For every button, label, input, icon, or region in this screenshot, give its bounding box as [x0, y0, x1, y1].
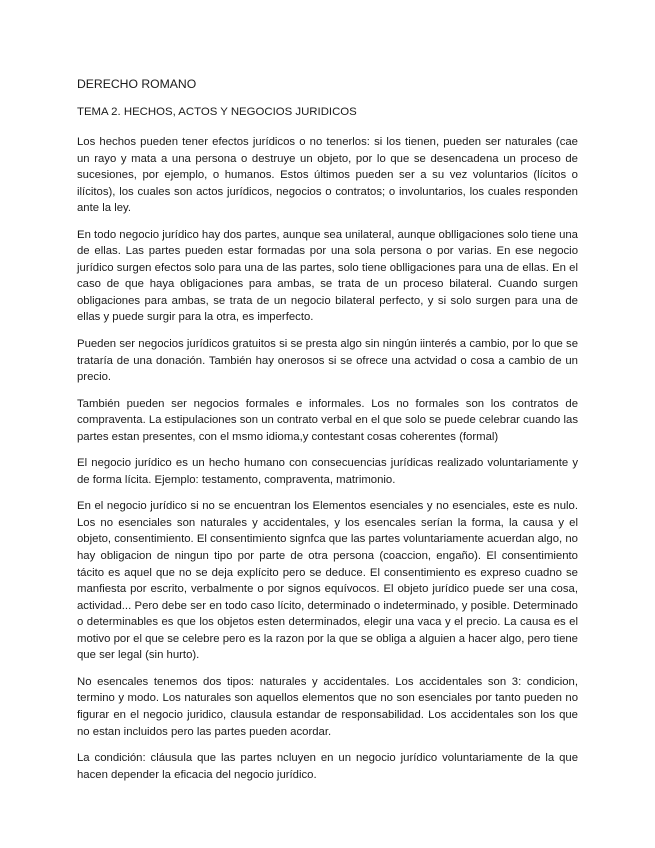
paragraph-condicion: La condición: cláusula que las partes ncluyen en un negocio jurídico voluntariamente de la que hacen depender la eficacia del negocio jurídico.	[77, 752, 578, 781]
paragraph-no-esenciales: No esencales tenemos dos tipos: naturales y accidentales. Los accidentales son 3: condicion, termino y modo. Los naturales son aquellos elementos que no son esenciales por tanto pueden no figurar en el negocio juridico, clausula estandar de responsabilidad. Los accidentales son los que no estan incluidos pero las partes pueden acordar.	[77, 675, 578, 738]
paragraph-hechos: Los hechos pueden tener efectos jurídicos o no tenerlos: si los tienen, pueden ser naturales (cae un rayo y mata a una persona o destruye un objeto, por lo que se desencadena un proceso de sucesiones, por ejemplo, o humanos. Estos últimos pueden ser a su vez voluntarios (lícitos o ilícitos), los cuales son actos jurídicos, negocios o contratos; o involuntarios, los cuales responden ante la ley.	[77, 136, 578, 215]
paragraph-formales-informales: También pueden ser negocios formales e informales. Los no formales son los contratos de compraventa. La estipulaciones son un contrato verbal en el que solo se puede celebrar cuando las partes estan presentes, con el msmo idioma,y contestant cosas coherentes (formal)	[77, 397, 578, 443]
paragraph-definicion: El negocio jurídico es un hecho humano con consecuencias jurídicas realizado voluntariamente y de forma lícita. Ejemplo: testamento, compraventa, matrimonio.	[77, 457, 578, 486]
document-subtitle: TEMA 2. HECHOS, ACTOS Y NEGOCIOS JURIDICOS	[77, 106, 357, 118]
paragraph-gratuitos-onerosos: Pueden ser negocios jurídicos gratuitos si se presta algo sin ningún iinterés a cambio, por lo que se trataría de una donación. También hay onerosos si se ofrece una actvidad o cosa a cambio de un precio.	[77, 338, 578, 384]
document-title: DERECHO ROMANO	[77, 77, 197, 91]
paragraph-partes: En todo negocio jurídico hay dos partes, aunque sea unilateral, aunque oblligaciones solo tiene una de ellas. Las partes pueden estar formadas por una sola persona o por varias. En ese negocio jurídico surgen efectos solo para una de las partes, solo tiene oblligaciones para una de ellas. En el caso de que haya obligaciones para ambas, se trata de un proceso bilateral. Cuando surgen obligaciones para ambas, se trata de un negocio bilateral perfecto, y si solo surgen para una de ellas y puede surgir para la otra, es imperfecto.	[77, 228, 578, 324]
paragraph-elementos: En el negocio jurídico si no se encuentran los Elementos esenciales y no esenciales, este es nulo. Los no esenciales son naturales y accidentales, y los esencales serían la forma, la causa y el objeto, consentimiento. El consentimiento signfca que las partes voluntariamente acuerdan algo, no hay obligacion de ningun tipo por parte de otra persona (coaccion, engaño). El consentimiento tácito es aquel que no se deja explícito pero se deduce. El consentimiento es expreso cuadno se manfiesta por escrito, verbalmente o por signos equívocos. El objeto jurídico puede ser una cosa, actividad... Pero debe ser en todo caso lícito, determinado o indeterminado, y posible. Determinado o determinables es que los objetos esten determinados, elegir una vaca y el precio. La causa es el motivo por el que se celebre pero es la razon por la que se obliga a alguien a hacer algo, pero tiene que ser legal (sin hurto).	[77, 500, 578, 662]
